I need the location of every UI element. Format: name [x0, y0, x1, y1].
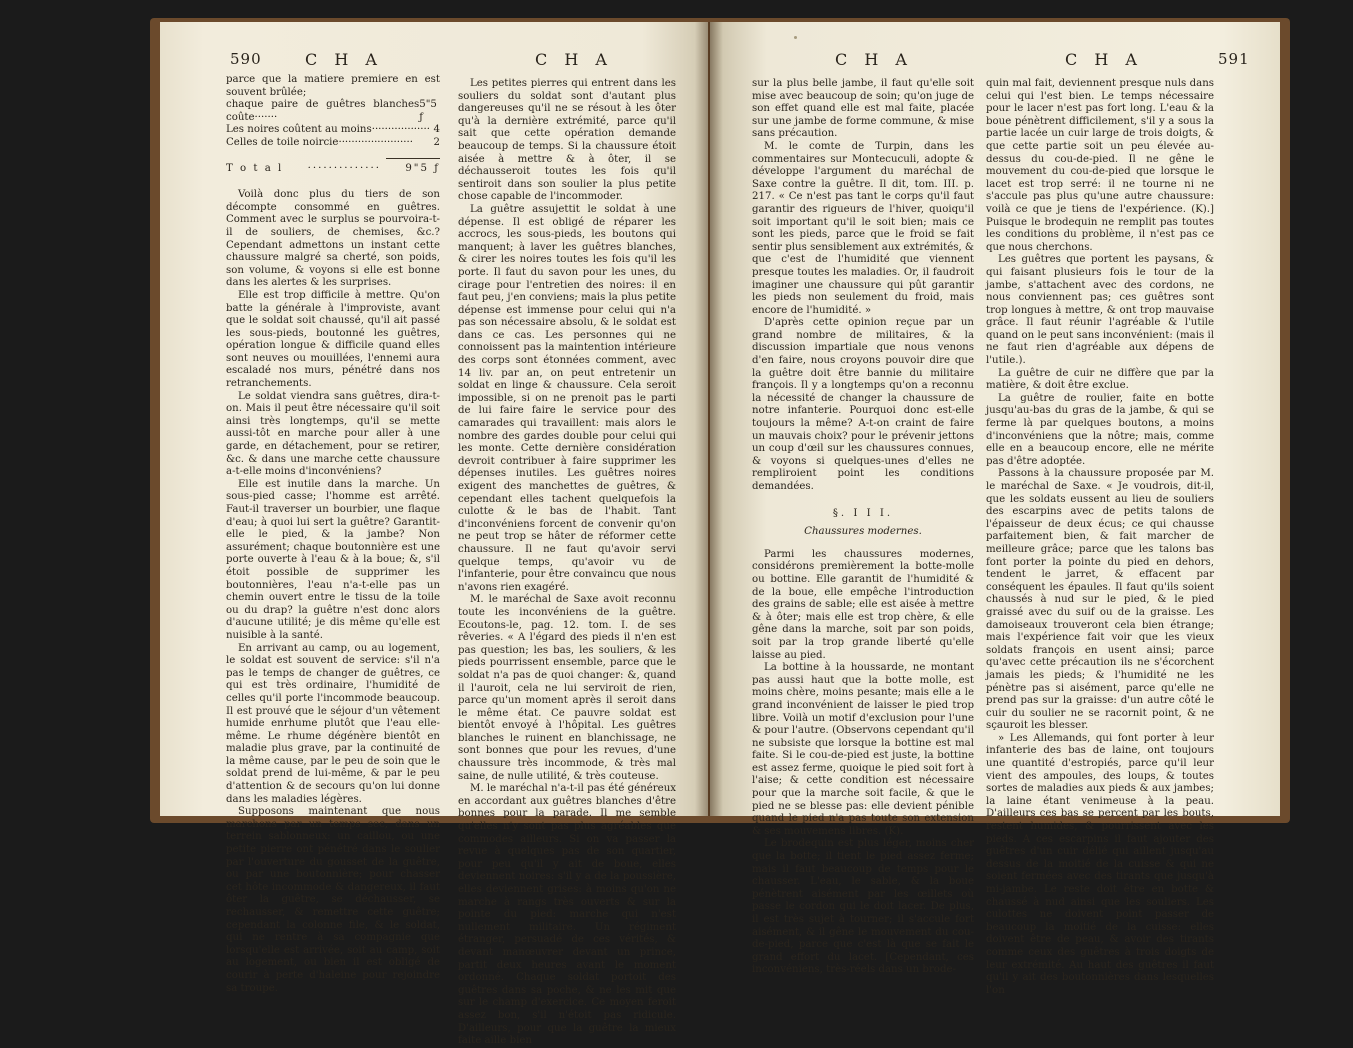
page-number-left: 590	[230, 50, 262, 68]
paragraph: D'après cette opinion reçue par un grand nombre de militaires, & la discussion impartiale que nous venons d'en faire, nous croyons pouvoir dire que la guêtre doit être bannie du militaire françois. Il y a longtemps qu'on a reconnu la nécessité de changer la chaussure de notre infanterie. Pourquoi donc est-elle toujours la même? A-t-on craint de faire un mauvais choix? pour le prévenir jettons un coup d'œil sur les chaussures connues, & voyons si quelques-unes d'elles ne rempliroient point les conditions demandées.	[752, 317, 974, 492]
paragraph: Les guêtres que portent les paysans, & qui faisant plusieurs fois le tour de la jambe, s'attachent avec des cordons, ne nous conviennent pas; ces guêtres sont trop longues à mettre, & ont trop mauvaise grâce. Il faut réunir l'agréable & l'utile quand on le peut sans inconvénient: (mais il ne faut rien d'agréable aux dépens de l'utile.).	[986, 254, 1214, 367]
tally-row: Celles de toile noircie······················· 2	[226, 136, 440, 148]
tally-total: T o t a l ·············· 9"5 ƒ	[226, 162, 440, 174]
paragraph: Le brodequin est plus léger, moins cher que la botte; il tient le pied assez ferme; mais il faut beaucoup de temps pour le chausser. L'eau, le sable, & la boue pénètrent aisément par les œillets où passe le cordon qui le doit lacer. De plus, il est très sujet à tourner; il s'accule fort aisément, & il gêne le mouvement du cou-de-pied, parce que c'est là que se fait le grand effort du lacet. [Cependant, ces inconvéniens, très-réels dans un brode-	[752, 838, 974, 976]
right-page	[710, 22, 1280, 996]
header-left-col1: C H A	[305, 50, 383, 69]
paragraph: Les petites pierres qui entrent dans les souliers du soldat sont d'autant plus dangereuses qu'il ne se résout à les ôter qu'à la dernière extrémité, parce qu'il sait que cette opération demande beaucoup de temps. Si la chaussure étoit aisée à mettre & à ôter, il se déchausseroit toutes les fois qu'il sentiroit dans son soulier la plus petite chose capable de l'incommoder.	[458, 78, 676, 203]
section-heading: §. I I I.	[832, 507, 894, 519]
paragraph: Le soldat viendra sans guêtres, dira-t-on. Mais il peut être nécessaire qu'il soit ainsi très longtemps, qu'il se mette aussi-tôt en marche pour aller à une garde, en détachement, pour se retirer, &c. & dans une marche cette chaussure a-t-elle moins d'inconvéniens?	[226, 390, 440, 478]
paragraph: La guêtre assujettit le soldat à une dépense. Il est obligé de réparer les accrocs, les sous-pieds, les boutons qui manquent; à laver les guêtres blanches, & cirer les noires toutes les fois qu'il les porte. Il faut du savon pour les unes, du cirage pour l'entretien des noires: il en faut peu, j'en conviens; mais la plus petite dépense est immense pour celui qui n'a pas son nécessaire absolu, & le soldat est dans ce cas. Les personnes qui ne connoissent pas la maintention intérieure des corps sont étonnées comment, avec 14 liv. par an, on peut entretenir un soldat en linge & chaussure. Cela seroit impossible, si on ne prenoit pas le parti de lui faire faire le service pour des camarades qui travaillent: mais alors le nombre des gardes double pour celui qui les monte. Cette dernière considération devroit contribuer à faire supprimer les dépenses inutiles. Les guêtres noires exigent des manchettes de guêtres, & cependant elles tachent quelquefois la culotte & le bas de l'habit. Tant d'inconvéniens forcent de convenir qu'on ne peut trop se hâter de réformer cette chaussure. Il ne faut qu'avoir servi quelque temps, qu'avoir vu de l'infanterie, pour être convaincu que nous n'avons rien exagéré.	[458, 203, 676, 593]
paragraph: En arrivant au camp, ou au logement, le soldat est souvent de service: s'il n'a pas le temps de changer de guêtres, ce qui est très ordinaire, l'humidité de celles qu'il porte l'incommode beaucoup. Il est prouvé que le séjour d'un vêtement humide enrhume plutôt que l'eau elle-même. Le rhume dégénère bientôt en maladie plus grave, par la continuité de la même cause, par le peu de soin que le soldat prend de lui-même, & par le peu d'attention & de secours qu'on lui donne dans les maladies légères.	[226, 642, 440, 805]
right-column-1	[752, 78, 974, 977]
paragraph: Elle est trop difficile à mettre. Qu'on batte la générale à l'improviste, avant que le soldat soit chaussé, qu'il ait passé les sous-pieds, boutonné les guêtres, opération longue & difficile quand elles sont neuves ou mouillées, l'ennemi aura escaladé nos murs, pénétré dans nos retranchements.	[226, 289, 440, 390]
paragraph: Supposons maintenant que nous marchons par un temps sec, dans un terrein sablonneux: un caillou, ou une petite pierre ont pénétré dans le soulier par l'ouverture du gousset de la guêtre, ou par une boutonnière; pour chasser cet hôte incommode & dangereux, il faut ôter la guêtre, se déchausser, se rechausser, & remettre cette guêtre; cependant la colonne file, & le soldat, qui ne rentre à sa compagnie que lorsqu'elle est arrivée, soit au camp, soit au logement, ou bien il est obligé de courir à perte d'haleine pour rejoindre sa troupe.	[226, 806, 440, 994]
tally-row: chaque paire de guêtres blanches coûte······· 5"5 ƒ	[226, 99, 437, 123]
cost-tally	[226, 74, 440, 175]
paragraph: » Les Allemands, qui font porter à leur infanterie des bas de laine, ont toujours une quantité d'estropiés, parce qu'il leur vient des ampoules, des loups, & toutes sortes de maladies aux pieds & aux jambes; la laine étant venimeuse à la peau. D'ailleurs ces bas se percent par les bouts, restent humides, & pourrissent avec les pieds. A ces escarpins il faut ajouter des guêtres d'un cuir délié qui aillent jusqu'au dessus de la moitié de la cuisse & qui ne soient fermées avec des tirants que jusqu'à mi-jambe. Le reste doit être en botte & chaussé à nud ainsi que les souliers. Les culottes ne doivent point passer de beaucoup la moitié de la cuisse: elles doivent être de peau, & avoir des tirants comme ceux des guêtres à trois doigts de leur extrémité. Au haut des guêtres il faut qu'il y ait des boutonnières dans lesquelles l'on	[986, 732, 1214, 996]
header-right-col2: C H A	[1065, 50, 1143, 69]
left-running-head	[160, 50, 708, 74]
left-page	[160, 22, 708, 1047]
left-column-2	[458, 78, 676, 1048]
header-left-col2: C H A	[535, 50, 613, 69]
header-right-col1: C H A	[835, 50, 913, 69]
paragraph: M. le maréchal de Saxe avoit reconnu toute les inconvéniens de la guêtre. Ecoutons-le, pag. 12. tom. I. de ses rêveries. « A l'égard des pieds il n'en est pas question; les bas, les souliers, & les pieds pourrissent ensemble, parce que le soldat n'a pas de quoi changer: &, quand il l'auroit, cela ne lui serviroit de rien, parce qu'un moment après il seroit dans le même état. Ce pauvre soldat est bientôt envoyé à l'hôpital. Les guêtres blanches le ruinent en blanchissage, ne sont bonnes que pour les revues, d'une chaussure très incommode, & très mal saine, de nulle utilité, & très couteuse.	[458, 594, 676, 782]
paragraph: Voilà donc plus du tiers de son décompte consommé en guêtres. Comment avec le surplus se pourvoira-t-il de souliers, de chemises, &c.? Cependant admettons un instant cette chaussure malgré sa cherté, son poids, son volume, & voyons si elle est bonne dans les alertes & les surprises.	[226, 189, 440, 289]
right-running-head	[710, 50, 1280, 74]
paragraph: La guêtre de cuir ne diffère que par la matière, & doit être exclue.	[986, 367, 1214, 392]
tally-row: parce que la matiere premiere en est souvent brûlée;	[226, 74, 440, 98]
paragraph: Passons à la chaussure proposée par M. le maréchal de Saxe. « Je voudrois, dit-il, que les soldats eussent au lieu de souliers des escarpins avec de petits talons de l'épaisseur de deux écus; ce qui chausse parfaitement bien, & fait marcher de meilleure grâce; parce que les talons bas font porter la pointe du pied en dehors, tendent le jarret, & effacent par conséquent les épaules. Il faut qu'ils soient chaussés à nud sur le pied, & le pied graissé avec du suif ou de la graisse. Les damoiseaux trouveront cela bien étrange; mais l'expérience fait voir que les vieux soldats françois en usent ainsi; parce qu'avec cette précaution ils ne s'écorchent jamais les pieds; & l'humidité ne les pénètre pas si aisément, parce qu'elle ne prend pas sur la graisse: d'un autre côté le cuir du soulier ne se racornit point, & ne sçauroit les blesser.	[986, 468, 1214, 732]
paragraph: Parmi les chaussures modernes, considérons premièrement la botte-molle ou bottine. Elle garantit de l'humidité & de la boue, elle empêche l'introduction des grains de sable; elle est aisée à mettre & à ôter; mais elle est trop chère, & elle gêne dans la marche, soit par son poids, soit par la trop grande liberté qu'elle laisse au pied.	[752, 548, 974, 661]
section-subheading: Chaussures modernes.	[804, 526, 922, 538]
book-gutter	[695, 22, 723, 816]
left-column-1	[226, 74, 440, 995]
paragraph: M. le comte de Turpin, dans les commentaires sur Montecuculi, adopte & développe l'argument du maréchal de Saxe contre la guêtre. Il dit, tom. III. p. 217. « Ce n'est pas tant le corps qu'il faut garantir des rigueurs de l'hiver, quoiqu'il soit important qu'il le soit bien; mais ce sont les pieds, parce que le froid se fait sentir plus sensiblement aux extrémités, & que c'est de l'humidité que viennent presque toutes les maladies. Or, il faudroit imaginer une chaussure qui pût garantir les pieds non seulement du froid, mais encore de l'humidité. »	[752, 140, 974, 316]
right-column-2	[986, 78, 1214, 997]
paragraph: La guêtre de roulier, faite en botte jusqu'au-bas du gras de la jambe, & qui se ferme là par quelques boutons, a moins d'inconvéniens que la nôtre; mais, comme elle en a beaucoup encore, elle ne mérite pas d'être adoptée.	[986, 392, 1214, 467]
tally-rule	[386, 158, 440, 159]
tally-row: Les noires coûtent au moins·················· 4	[226, 124, 440, 136]
page-number-right: 591	[1218, 50, 1250, 68]
paragraph: M. le maréchal n'a-t-il pas été généreux en accordant aux guêtres blanches d'être bonnes pour la parade. Il me semble qu'elles n'y sont pas plus agréables que commodes ailleurs. Si on va passer la revue à quelques pas de son quartier, pour peu qu'il y ait de boue, elles deviennent noires: s'il y a de la poussière, elles deviennent grises: à moins qu'on ne marche à rangs très ouverts & sur la pointe du pied: marche qui n'est nullement militaire. Un régiment étranger, persuadé de ces vérités, & devant manœuvrer devant un prince, partit deux heures avant le moment ordonné. Chaque soldat portoit des guêtres dans sa poche, & ne les mit que sur le champ d'exercice. Ce moyen feroit assez bon, s'il n'étoit pas ridicule. D'ailleurs, pour que la guêtre la mieux faite aille bien	[458, 783, 676, 1047]
paragraph: sur la plus belle jambe, il faut qu'elle soit mise avec beaucoup de soin; qu'on juge de son effet quand elle est mal faite, placée sur une jambe de forme commune, & mise sans précaution.	[752, 78, 974, 140]
paragraph: quin mal fait, deviennent presque nuls dans celui qui l'est bien. Le temps nécessaire pour le lacer n'est pas fort long. L'eau & la boue pénètrent difficilement, s'il y a sous la partie lacée un cuir large de trois doigts, & que cette partie soit un peu élevée au-dessus du cou-de-pied. Il ne gêne le mouvement du cou-de-pied que lorsque le lacet est trop serré: il ne tourne ni ne s'accule pas plus qu'une autre chaussure: voilà ce que je tiens de l'expérience. (K).] Puisque le brodequin ne remplit pas toutes les conditions du problème, il n'est pas ce que nous cherchons.	[986, 78, 1214, 253]
paper-speck	[794, 36, 797, 39]
open-book	[150, 18, 1290, 1047]
paragraph: Elle est inutile dans la marche. Un sous-pied casse; l'homme est arrêté. Faut-il traverser un bourbier, une flaque d'eau; à quoi lui sert la guêtre? Garantit-elle le pied, & la jambe? Non assurément; chaque boutonnière est une porte ouverte à l'eau & à la boue; &, s'il étoit possible de supprimer les boutonnières, l'eau n'a-t-elle pas un chemin ouvert entre le tissu de la toile ou du drap? la guêtre n'est donc alors d'aucune utilité; je dis même qu'elle est nuisible à la santé.	[226, 478, 440, 641]
paragraph: La bottine à la houssarde, ne montant pas aussi haut que la botte molle, est moins chère, moins pesante; mais elle a le grand inconvénient de laisser le pied trop libre. Voilà un motif d'exclusion pour l'une & pour l'autre. (Observons cependant qu'il ne subsiste que lorsque la bottine est mal faite. Si le cou-de-pied est juste, la bottine est assez ferme, quoique le pied soit fort à l'aise; & cette condition est nécessaire pour que la marche soit facile, & que le pied ne se blesse pas: elle devient pénible quand le pied n'a pas toute son extension & ses mouvemens libres. (K).	[752, 662, 974, 837]
